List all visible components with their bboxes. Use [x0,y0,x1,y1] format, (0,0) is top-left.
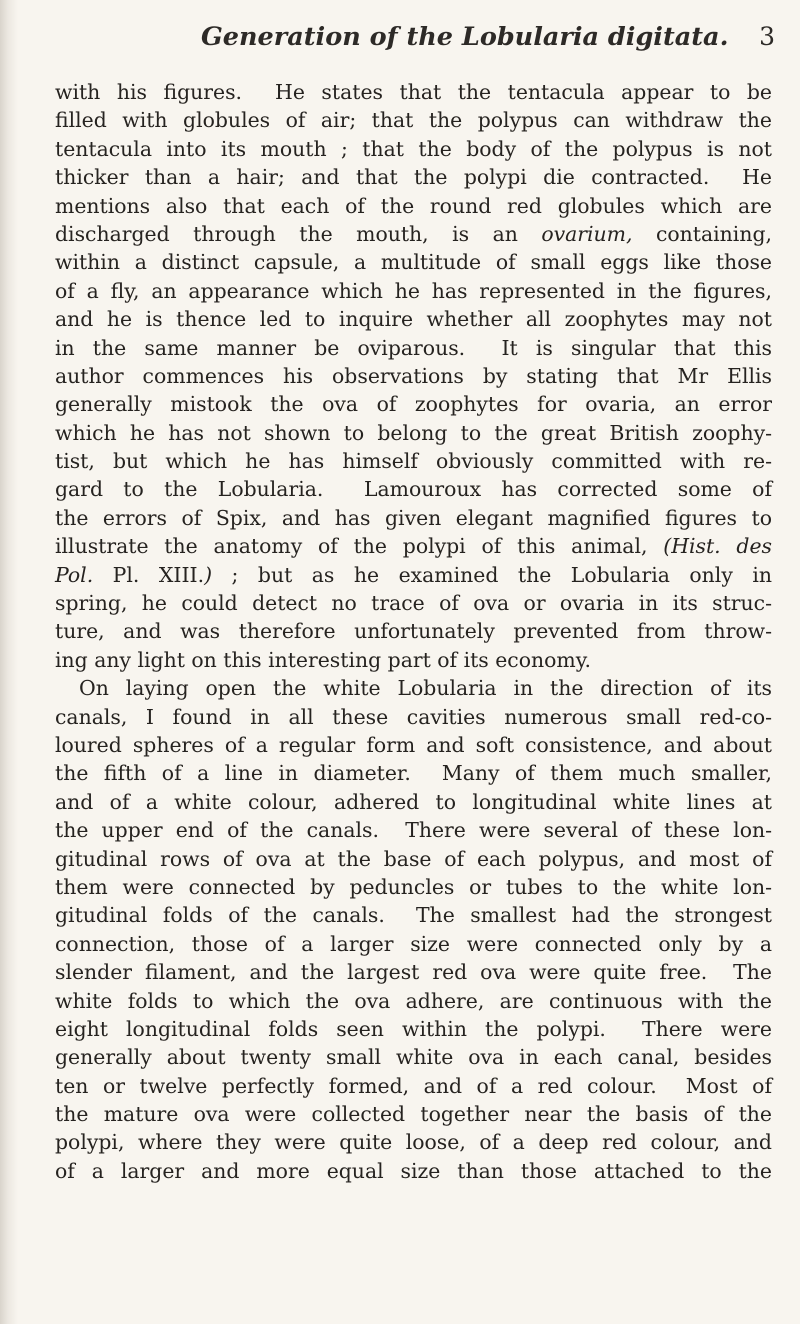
text-segment: ture, and was therefore unfortunately prevented from throw- [55,619,772,644]
text-segment: the mature ova were collected together near the basis of the [55,1102,772,1127]
text-segment: gard to the Lobularia. Lamouroux has corrected some of [55,477,772,502]
text-segment: and he is thence led to inquire whether all zoophytes may not [55,307,772,332]
page-number: 3 [759,22,775,51]
text-line [55,816,772,844]
text-line [55,873,772,901]
text-line [55,192,772,220]
text-line [55,248,772,276]
text-segment: spring, he could detect no trace of ova or ovaria in its struc- [55,591,772,616]
text-line [55,1015,772,1043]
text-segment: the errors of Spix, and has given elegant magnified figures to [55,505,772,530]
text-segment: the upper end of the canals. There were several of these lon- [55,818,772,843]
text-line [55,277,772,305]
text-line [55,617,772,645]
body-text [55,78,772,1185]
text-line [55,958,772,986]
text-segment: slender filament, and the largest red ova were quite free. The [55,960,772,985]
text-line [55,390,772,418]
text-segment: eight longitudinal folds seen within the polypi. There were [55,1016,772,1041]
text-line [55,1157,772,1185]
text-segment: loured spheres of a regular form and soft consistence, and about [55,732,772,757]
text-line [55,305,772,333]
text-line [55,987,772,1015]
text-segment: thicker than a hair; and that the polypi die contracted. He [55,165,772,190]
text-segment: generally about twenty small white ova in each canal, besides [55,1045,772,1070]
text-line [55,901,772,929]
text-segment: tentacula into its mouth ; that the body of the polypus is not [55,136,772,161]
text-line [55,220,772,248]
text-line [55,419,772,447]
text-segment: mentions also that each of the round red globules which are [55,193,772,218]
text-line [55,504,772,532]
text-line [55,475,772,503]
text-line [55,561,772,589]
text-segment: canals, I found in all these cavities numerous small red-co- [55,704,772,729]
text-segment: white folds to which the ova adhere, are continuous with the [55,988,772,1013]
italic-text-segment: Pol. [55,562,94,587]
text-line [55,589,772,617]
page-header [55,22,775,62]
text-segment: them were connected by peduncles or tubes to the white lon- [55,874,772,899]
text-line [55,447,772,475]
text-segment: in the same manner be oviparous. It is singular that this [55,335,772,360]
text-segment: the fifth of a line in diameter. Many of them much smaller, [55,761,772,786]
text-segment: Pl. XIII. [93,562,205,587]
text-segment: within a distinct capsule, a multitude of small eggs like those [55,250,772,275]
text-segment: generally mistook the ova of zoophytes for ovaria, an error [55,392,772,417]
text-line [55,78,772,106]
text-segment: connection, those of a larger size were connected only by a [55,931,772,956]
text-line [55,334,772,362]
text-line [55,703,772,731]
text-segment: ten or twelve perfectly formed, and of a red colour. Most of [55,1073,772,1098]
text-segment: illustrate the anatomy of the polypi of this animal, [55,534,664,559]
text-line [55,163,772,191]
text-segment: which he has not shown to belong to the great British zoophy- [55,420,772,445]
text-segment: with his figures. He states that the tentacula appear to be [55,80,772,104]
text-line [55,930,772,958]
text-segment: author commences his observations by stating that Mr Ellis [55,363,772,388]
text-segment: On laying open the white Lobularia in the direction of its [79,676,772,701]
text-line [55,731,772,759]
text-segment: ; but as he examined the Lobularia only in [212,562,772,587]
text-line [55,845,772,873]
text-line [55,1072,772,1100]
text-line [55,532,772,560]
page-gutter-shadow [0,0,18,1324]
text-line [55,1128,772,1156]
text-line [55,1043,772,1071]
text-line [55,1100,772,1128]
text-line [55,759,772,787]
text-segment: containing, [632,221,772,246]
text-line [55,646,772,674]
text-segment: filled with globules of air; that the polypus can withdraw the [55,108,772,133]
text-segment: of a larger and more equal size than those attached to the [55,1158,772,1183]
text-line [55,788,772,816]
italic-text-segment: (Hist. des [663,534,773,559]
text-segment: gitudinal folds of the canals. The smallest had the strongest [55,903,772,928]
italic-text-segment: ovarium, [541,221,633,246]
text-segment: gitudinal rows of ova at the base of each polypus, and most of [55,846,772,871]
text-segment: tist, but which he has himself obviously committed with re- [55,449,772,474]
text-segment: of a fly, an appearance which he has represented in the figures, [55,278,772,303]
running-title: Generation of the Lobularia digitata. [201,22,729,52]
text-line [55,135,772,163]
text-segment: discharged through the mouth, is an [55,221,542,246]
text-line [55,362,772,390]
italic-text-segment: ) [204,562,213,587]
text-segment: ing any light on this interesting part of its economy. [55,647,592,672]
text-line [55,106,772,134]
text-segment: polypi, where they were quite loose, of a deep red colour, and [55,1130,772,1155]
text-line [55,674,772,702]
text-segment: and of a white colour, adhered to longitudinal white lines at [55,789,772,814]
